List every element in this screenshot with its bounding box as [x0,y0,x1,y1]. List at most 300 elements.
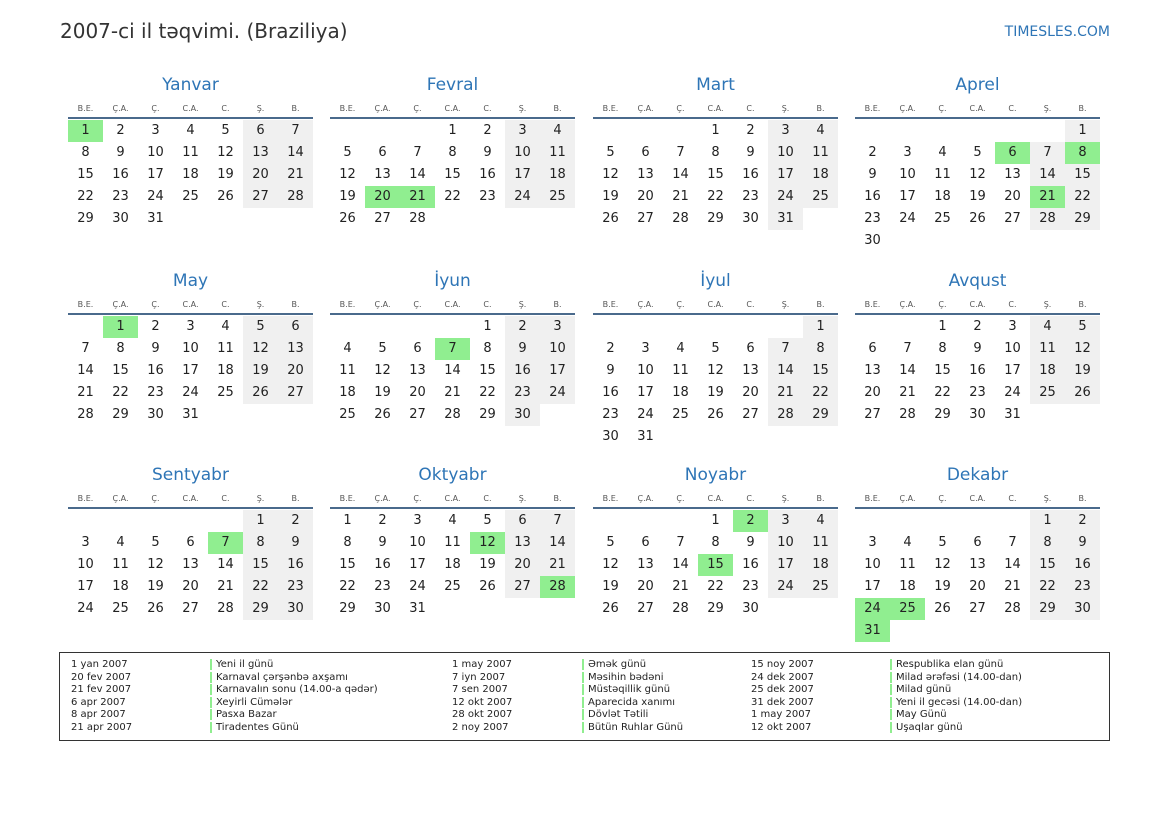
day-cell: 6 [973,535,982,550]
weekday-label: C.A. [707,104,724,113]
day-cell: 27 [969,601,986,616]
day-grid [330,120,575,252]
holiday-day-cell: 12 [470,532,505,554]
weekday-label: B.E. [864,104,881,113]
day-cell: 17 [540,360,575,382]
day-grid [330,316,575,448]
day-cell: 29 [1030,598,1065,620]
weekday-label: B.E. [602,300,619,309]
legend-holiday-name: Yeni il günü [210,658,273,671]
weekday-label: C. [221,104,230,113]
legend-holiday-name: May Günü [890,708,947,721]
day-cell: 5 [711,341,720,356]
legend-holiday-name: Məsihin bədəni [582,671,664,684]
day-cell: 28 [1004,601,1021,616]
day-cell: 5 [1065,316,1100,338]
day-cell: 14 [77,363,94,378]
day-cell: 2 [151,319,160,334]
day-cell: 18 [444,557,461,572]
day-cell: 7 [768,338,803,360]
day-cell: 15 [934,363,951,378]
weekday-label: Ç. [151,104,160,113]
day-cell: 14 [409,167,426,182]
month-yanvar [68,75,313,255]
day-cell: 22 [479,385,496,400]
day-cell: 21 [672,579,689,594]
day-cell: 13 [1004,167,1021,182]
day-cell: 24 [899,211,916,226]
day-cell: 1 [1030,510,1065,532]
day-cell: 4 [116,535,125,550]
day-cell: 8 [243,532,278,554]
legend-date: 21 apr 2007 [71,722,133,733]
month-may [68,271,313,451]
weekday-label: B. [1078,300,1087,309]
month-oktyabr [330,465,575,645]
legend-holiday-name: Tiradentes Günü [210,721,299,734]
day-cell: 30 [742,601,759,616]
day-cell: 17 [768,554,803,576]
weekday-label: B. [1078,494,1087,503]
day-cell: 20 [505,554,540,576]
day-cell: 24 [768,186,803,208]
weekday-label: B. [816,494,825,503]
day-cell: 16 [742,167,759,182]
day-cell: 10 [147,145,164,160]
header-rule [330,313,575,315]
day-cell: 15 [479,363,496,378]
day-cell: 30 [505,404,540,426]
legend-date: 1 yan 2007 [71,659,128,670]
day-cell: 21 [672,189,689,204]
day-cell: 31 [182,407,199,422]
day-cell: 2 [1065,510,1100,532]
month-name: Dekabr [946,465,1009,485]
day-cell: 13 [278,338,313,360]
day-cell: 4 [803,120,838,142]
day-cell: 9 [278,532,313,554]
day-cell: 24 [768,576,803,598]
holiday-day-cell: 15 [698,554,733,576]
day-cell: 10 [768,532,803,554]
day-cell: 9 [151,341,160,356]
weekday-header [855,494,1100,506]
day-cell: 20 [969,579,986,594]
legend-date: 7 iyn 2007 [452,671,506,683]
day-cell: 2 [278,510,313,532]
legend-holiday-name: Aparecida xanımı [582,696,675,709]
day-cell: 2 [606,341,615,356]
day-cell: 23 [479,189,496,204]
day-cell: 13 [374,167,391,182]
day-cell: 11 [182,145,199,160]
day-cell: 19 [707,385,724,400]
day-cell: 20 [637,189,654,204]
day-cell: 16 [969,363,986,378]
day-cell: 19 [602,579,619,594]
day-cell: 1 [243,510,278,532]
day-cell: 19 [243,360,278,382]
day-cell: 29 [934,407,951,422]
header-rule [68,313,313,315]
day-cell: 20 [243,164,278,186]
legend-holiday-name: Milad günü [890,683,951,696]
day-cell: 15 [339,557,356,572]
day-cell: 9 [868,167,877,182]
header-rule [593,507,838,509]
weekday-label: B.E. [864,300,881,309]
day-cell: 7 [81,341,90,356]
day-cell: 27 [374,211,391,226]
weekday-label: B.E. [864,494,881,503]
weekday-label: B. [553,104,562,113]
day-cell: 7 [278,120,313,142]
weekday-label: Ç.A. [637,104,654,113]
day-cell: 14 [1030,164,1065,186]
day-cell: 20 [409,385,426,400]
header-rule [593,313,838,315]
legend-holiday-name: Yeni il gecəsi (14.00-dan) [890,696,1022,709]
day-cell: 19 [339,189,356,204]
day-cell: 13 [637,557,654,572]
day-cell: 28 [444,407,461,422]
day-cell: 10 [864,557,881,572]
weekday-label: B.E. [339,494,356,503]
day-cell: 6 [641,145,650,160]
day-cell: 5 [151,535,160,550]
month-name: Mart [696,75,735,95]
day-cell: 9 [606,363,615,378]
day-cell: 14 [444,363,461,378]
site-link[interactable]: TIMESLES.COM [1004,24,1110,40]
day-cell: 24 [77,601,94,616]
weekday-label: Ç.A. [374,300,391,309]
month-name: Fevral [426,75,479,95]
weekday-header [330,104,575,116]
holiday-day-cell: 20 [365,186,400,208]
day-cell: 13 [505,532,540,554]
weekday-label: C.A. [444,494,461,503]
weekday-label: Ş. [781,104,790,113]
day-cell: 28 [899,407,916,422]
day-cell: 26 [602,211,619,226]
day-cell: 11 [540,142,575,164]
weekday-label: C.A. [707,300,724,309]
day-grid [855,120,1100,252]
day-cell: 29 [77,211,94,226]
day-cell: 29 [112,407,129,422]
month-name: İyul [700,271,731,291]
day-cell: 24 [637,407,654,422]
legend-date: 21 fev 2007 [71,684,132,696]
day-cell: 16 [505,360,540,382]
day-cell: 7 [1030,142,1065,164]
holiday-day-cell: 7 [435,338,470,360]
day-cell: 27 [243,186,278,208]
day-cell: 8 [116,341,125,356]
day-cell: 9 [973,341,982,356]
day-cell: 12 [602,557,619,572]
weekday-label: Ç.A. [899,104,916,113]
day-cell: 16 [147,363,164,378]
day-cell: 15 [707,167,724,182]
day-cell: 2 [746,123,755,138]
day-cell: 22 [112,385,129,400]
day-cell: 26 [707,407,724,422]
day-cell: 17 [864,579,881,594]
day-cell: 18 [540,164,575,186]
weekday-label: Ç.A. [637,300,654,309]
day-cell: 25 [339,407,356,422]
day-cell: 13 [864,363,881,378]
day-cell: 6 [641,535,650,550]
day-cell: 29 [1065,208,1100,230]
day-cell: 22 [243,576,278,598]
weekday-label: Ç. [151,494,160,503]
day-cell: 10 [505,142,540,164]
day-cell: 14 [768,360,803,382]
day-cell: 28 [217,601,234,616]
day-cell: 11 [803,142,838,164]
day-cell: 16 [742,557,759,572]
day-cell: 1 [711,123,720,138]
day-cell: 22 [77,189,94,204]
day-grid [593,316,838,448]
legend-date: 28 okt 2007 [452,709,513,721]
day-cell: 19 [374,385,391,400]
day-cell: 3 [413,513,422,528]
day-cell: 9 [483,145,492,160]
day-cell: 7 [413,145,422,160]
holiday-legend [59,652,1110,741]
legend-date: 1 may 2007 [452,659,512,670]
day-grid [855,510,1100,642]
day-cell: 13 [742,363,759,378]
header-rule [855,507,1100,509]
weekday-label: Ş. [781,300,790,309]
weekday-label: B.E. [77,104,94,113]
day-cell: 30 [1065,598,1100,620]
month-avqust [855,271,1100,451]
day-cell: 7 [676,535,685,550]
day-cell: 3 [903,145,912,160]
day-cell: 19 [934,579,951,594]
day-cell: 25 [112,601,129,616]
day-cell: 8 [483,341,492,356]
day-cell: 30 [278,598,313,620]
day-cell: 28 [1030,208,1065,230]
month-name: Avqust [948,271,1007,291]
day-cell: 16 [374,557,391,572]
holiday-day-cell: 28 [540,576,575,598]
day-cell: 5 [606,145,615,160]
weekday-header [593,104,838,116]
weekday-label: C. [1008,300,1017,309]
legend-holiday-name: Xeyirli Cümələr [210,696,292,709]
day-cell: 17 [409,557,426,572]
day-cell: 22 [1030,576,1065,598]
day-cell: 20 [637,579,654,594]
day-cell: 30 [864,233,881,248]
day-cell: 5 [606,535,615,550]
day-grid [593,120,838,252]
day-cell: 27 [637,601,654,616]
day-cell: 22 [707,579,724,594]
day-cell: 11 [444,535,461,550]
day-cell: 4 [448,513,457,528]
month-name: Yanvar [162,75,219,95]
day-cell: 3 [505,120,540,142]
weekday-label: B. [1078,104,1087,113]
day-cell: 10 [768,142,803,164]
day-cell: 27 [409,407,426,422]
day-grid [68,510,313,642]
day-cell: 18 [934,189,951,204]
holiday-day-cell: 2 [733,510,768,532]
day-cell: 4 [803,510,838,532]
day-cell: 8 [343,535,352,550]
weekday-label: B. [553,494,562,503]
weekday-label: Ş. [518,104,527,113]
day-cell: 24 [540,382,575,404]
day-cell: 2 [116,123,125,138]
day-cell: 11 [803,532,838,554]
legend-date: 12 okt 2007 [751,722,812,733]
day-cell: 4 [540,120,575,142]
weekday-label: B. [291,104,300,113]
day-cell: 14 [1004,557,1021,572]
weekday-label: C.A. [444,104,461,113]
day-cell: 31 [768,208,803,230]
day-cell: 3 [540,316,575,338]
day-cell: 8 [81,145,90,160]
legend-holiday-name: Karnaval çərşənbə axşamı [210,671,348,684]
day-cell: 17 [1004,363,1021,378]
day-cell: 3 [868,535,877,550]
day-cell: 6 [413,341,422,356]
day-cell: 25 [540,186,575,208]
legend-date: 6 apr 2007 [71,696,126,708]
month-noyabr [593,465,838,645]
legend-holiday-name: Əmək günü [582,658,646,671]
day-cell: 4 [186,123,195,138]
page-title: 2007-ci il təqvimi. (Braziliya) [60,19,348,43]
day-cell: 21 [540,554,575,576]
day-cell: 26 [339,211,356,226]
day-cell: 9 [378,535,387,550]
day-cell: 15 [803,360,838,382]
day-cell: 7 [903,341,912,356]
weekday-header [330,300,575,312]
day-cell: 6 [243,120,278,142]
weekday-header [855,300,1100,312]
day-cell: 23 [742,579,759,594]
weekday-label: C. [746,494,755,503]
day-cell: 24 [409,579,426,594]
legend-holiday-name: Dövlət Tətili [582,708,648,721]
day-cell: 1 [343,513,352,528]
day-cell: 17 [899,189,916,204]
weekday-label: Ç. [151,300,160,309]
month-aprel [855,75,1100,255]
legend-date: 12 okt 2007 [452,696,513,708]
holiday-day-cell: 25 [890,598,925,620]
month-mart [593,75,838,255]
holiday-day-cell: 21 [1030,186,1065,208]
day-cell: 3 [1008,319,1017,334]
day-cell: 2 [505,316,540,338]
day-cell: 23 [864,211,881,226]
day-cell: 12 [339,167,356,182]
day-cell: 15 [243,554,278,576]
weekday-label: C.A. [182,300,199,309]
day-cell: 12 [707,363,724,378]
legend-holiday-name: Müstəqillik günü [582,683,670,696]
weekday-label: Ç.A. [112,104,129,113]
day-cell: 1 [938,319,947,334]
weekday-label: Ş. [518,300,527,309]
day-cell: 12 [217,145,234,160]
day-cell: 2 [483,123,492,138]
month-name: Sentyabr [152,465,229,485]
day-cell: 6 [278,316,313,338]
day-cell: 27 [864,407,881,422]
day-cell: 15 [1065,164,1100,186]
day-cell: 27 [1004,211,1021,226]
legend-date: 24 dek 2007 [751,671,814,683]
day-cell: 30 [374,601,391,616]
header-rule [855,117,1100,119]
month-name: May [172,271,209,291]
day-cell: 28 [768,404,803,426]
day-cell: 9 [505,338,540,360]
day-cell: 9 [746,535,755,550]
day-cell: 11 [217,341,234,356]
day-cell: 25 [803,576,838,598]
weekday-label: B.E. [602,494,619,503]
day-cell: 5 [343,145,352,160]
day-cell: 6 [186,535,195,550]
weekday-label: C.A. [969,300,986,309]
day-cell: 6 [868,341,877,356]
day-cell: 18 [217,363,234,378]
day-cell: 29 [243,598,278,620]
weekday-label: B. [291,300,300,309]
day-cell: 12 [969,167,986,182]
month-fevral [330,75,575,255]
weekday-header [855,104,1100,116]
day-cell: 12 [934,557,951,572]
day-cell: 28 [409,211,426,226]
day-cell: 2 [868,145,877,160]
day-cell: 12 [602,167,619,182]
weekday-label: C. [746,300,755,309]
day-cell: 19 [479,557,496,572]
day-cell: 16 [112,167,129,182]
day-cell: 15 [444,167,461,182]
weekday-label: Ç. [413,300,422,309]
weekday-label: B.E. [602,104,619,113]
day-cell: 30 [112,211,129,226]
day-cell: 7 [540,510,575,532]
day-cell: 18 [339,385,356,400]
day-grid [593,510,838,642]
weekday-label: C.A. [969,494,986,503]
day-cell: 4 [1030,316,1065,338]
header-rule [855,313,1100,315]
month-name: Aprel [955,75,1000,95]
header-rule [593,117,838,119]
